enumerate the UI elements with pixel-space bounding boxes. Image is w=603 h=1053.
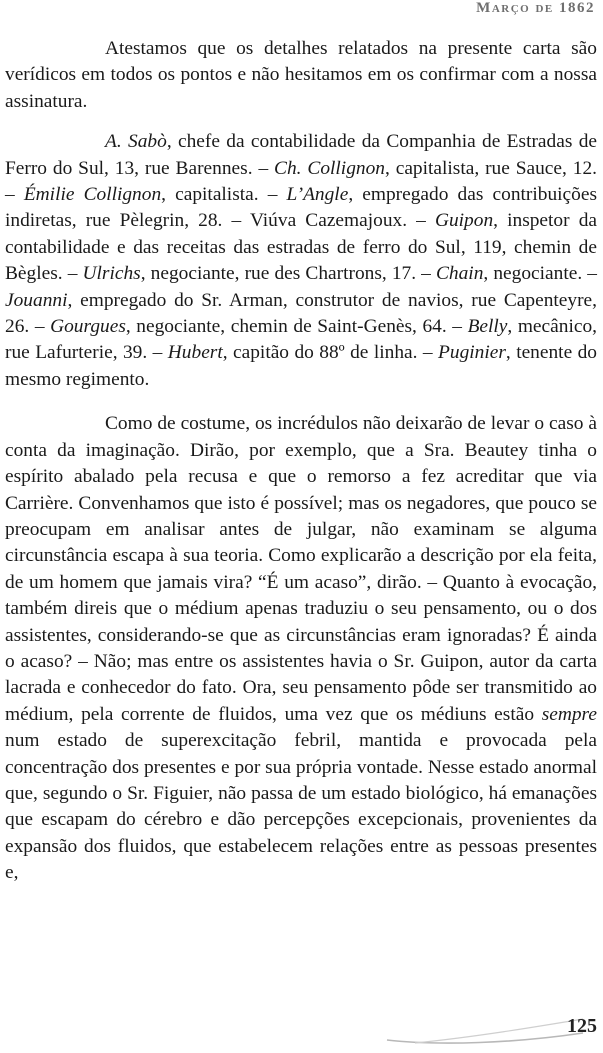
page-body (5, 36, 597, 905)
text-run: , capitalista, rue Sauce, 12. – (5, 157, 597, 206)
paragraph-commentary (5, 411, 597, 886)
text-run: , empregado das contribuições indiretas, rue Pèlegrin, 28. – Viúva Cazemajoux. – (5, 184, 597, 232)
paragraph-signatures (5, 129, 597, 393)
text-run: , tenente do mesmo regimento. (5, 342, 598, 390)
italic-name: Émilie Collignon (23, 184, 162, 206)
italic-name: A. Sabò (105, 131, 167, 153)
italic-name: Ulrichs (82, 263, 141, 285)
text-run: , negociante. – (483, 263, 597, 285)
text-run: , empregado do Sr. Arman, construtor de navios, rue Capenteyre, 26. – (5, 289, 597, 338)
text-run: , negociante, rue des Chartrons, 17. – (140, 263, 436, 285)
italic-name: sempre (541, 703, 597, 725)
text-run: , chefe da contabilidade da Companhia de Estradas de Ferro do Sul, 13, rue Barennes. – (5, 131, 597, 179)
italic-name: Jouanni (5, 289, 68, 311)
italic-name: Hubert (167, 342, 223, 364)
page-footer (0, 1009, 603, 1053)
running-header: Março de 1862 (476, 0, 595, 16)
italic-name: Ch. Collignon (274, 157, 385, 179)
italic-name: L’Angle (286, 184, 349, 206)
text-run: , capitão do 88º de linha. – (222, 342, 439, 364)
italic-name: Gourgues (50, 316, 126, 338)
page-number: 125 (567, 1015, 597, 1037)
text-run: , inspetor da contabilidade e das receitas das estradas de ferro do Sul, 119, chemin de Bègles. – (5, 210, 597, 285)
paragraph-attestation (5, 36, 597, 115)
text-run: , mecânico, rue Lafurterie, 39. – (5, 316, 597, 364)
italic-name: Chain (435, 263, 484, 285)
text-run: , capitalista. – (161, 184, 287, 206)
italic-name: Belly (467, 316, 508, 338)
decorative-swoosh-icon (385, 1013, 585, 1047)
text-run: num estado de superexcitação febril, mantida e provocada pela concentração dos presentes e por sua própria vontade. Nesse estado anormal que, segundo o Sr. Figuier, não passa de um estado biológico, há emanações que escapam do cérebro e dão percepções excepcionais, provenientes da expansão dos fluidos, que estabelecem relações entre as pessoas presentes e, (5, 730, 597, 884)
italic-name: Guipon (434, 210, 494, 232)
text-run: , negociante, chemin de Saint-Genès, 64. – (125, 316, 468, 338)
text-run: Como de costume, os incrédulos não deixarão de levar o caso à conta da imaginação. Dirão, por exemplo, que a Sra. Beautey tinha o espírito abalado pela recusa e que o remorso a fez acreditar que via Carrière. Convenhamos que isto é possível; mas os negadores, que pouco se preocupam em analisar antes de julgar, não examinam se alguma circunstância escapa à sua teoria. Como explicarão a descrição por ela feita, de um homem que jamais vira? “É um acaso”, dirão. – Quanto à evocação, também direis que o médium apenas traduziu o seu pensamento, ou o dos assistentes, considerando-se que as circunstâncias eram ignoradas? É ainda o acaso? – Não; mas entre os assistentes havia o Sr. Guipon, autor da carta lacrada e conhecedor do fato. Ora, seu pensamento pôde ser transmitido ao médium, pela corrente de fluidos, uma vez que os médiuns estão (5, 413, 597, 725)
text-run: Atestamos que os detalhes relatados na presente carta são verídicos em todos os pontos e não hesitamos em os confirmar com a nossa assinatura. (5, 38, 597, 112)
italic-name: Puginier (438, 342, 506, 364)
